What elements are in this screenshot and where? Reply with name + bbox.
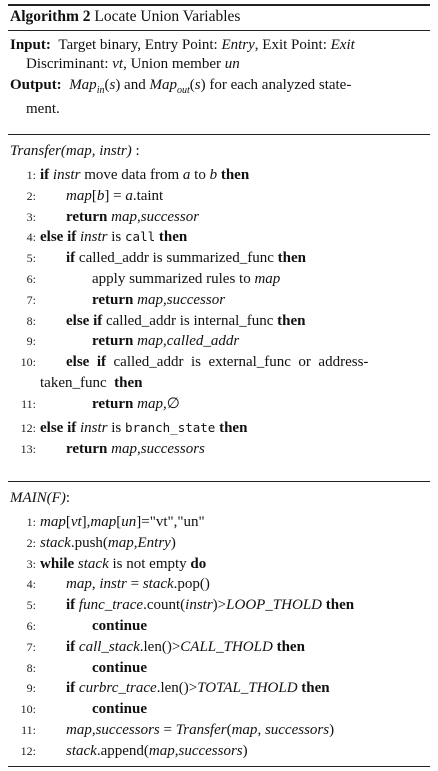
top-rule (8, 4, 430, 6)
code-line: 9: if curbrc_trace.len()>TOTAL_THOLD then (10, 678, 430, 699)
line-number: 11: (21, 723, 36, 737)
code-line: 7: if call_stack.len()>CALL_THOLD then (10, 637, 430, 658)
transfer-signature: Transfer(map, instr) : (10, 143, 140, 159)
line-number: 13: (20, 441, 36, 456)
bottom-rule (8, 766, 430, 767)
code-line: 3: while stack is not empty do (10, 554, 430, 575)
algorithm-name: Locate Union Variables (94, 8, 241, 25)
code-line: 8: continue (10, 658, 430, 679)
code-line: 7: return map,successor (10, 290, 430, 311)
line-number: 2: (26, 188, 36, 203)
code-line: 8: else if called_addr is internal_func then (10, 311, 430, 332)
algorithm-label: Algorithm 2 (10, 8, 91, 25)
line-number: 12: (20, 743, 36, 758)
line-number: 9: (26, 681, 36, 696)
line-number: 5: (26, 598, 36, 613)
line-number: 10: (20, 702, 36, 717)
line-number: 6: (26, 619, 36, 633)
code-line: 6: continue (10, 616, 430, 637)
line-number: 1: (26, 168, 36, 182)
input-label: Input: (10, 37, 51, 53)
line-number: 8: (26, 660, 36, 675)
algorithm-title (10, 7, 430, 27)
code-line: 4: map, instr = stack.pop() (10, 574, 430, 595)
line-number: 12: (20, 421, 36, 435)
output-line-1: Map$_{in}$(s) and Map$_{out}$(s) for each analyzed state- (69, 77, 352, 96)
line-number: 7: (26, 639, 36, 654)
output-block (10, 76, 430, 119)
transfer-rule (8, 134, 430, 135)
code-line: 10: continue (10, 699, 430, 720)
main-body (10, 512, 430, 764)
line-number: 6: (26, 272, 36, 286)
input-line-2: Discriminant: vt, Union member un (26, 56, 240, 72)
line-number: 3: (26, 556, 36, 571)
line-number: 7: (26, 292, 36, 307)
line-number: 10: (20, 355, 36, 370)
line-number: 2: (26, 535, 36, 550)
input-line-1: Target binary, Entry Point: Entry, Exit Point: Exit (54, 37, 355, 53)
code-line-continuation: taken_func then (40, 375, 143, 391)
code-line: 2: map[b] = a.taint (10, 186, 430, 207)
code-line: 11: map,successors = Transfer(map, successors) (10, 720, 430, 741)
code-line: 9: return map,called_addr (10, 331, 430, 352)
output-line-2: ment. (26, 101, 60, 117)
code-line: 2: stack.push(map,Entry) (10, 533, 430, 554)
code-line: 5: if func_trace.count(instr)>LOOP_THOLD then (10, 595, 430, 616)
main-rule (8, 481, 430, 482)
output-label: Output: (10, 77, 62, 93)
code-line: 6: apply summarized rules to map (10, 269, 430, 290)
line-number: 9: (26, 334, 36, 349)
code-line: 1: if instr move data from a to b then (10, 165, 430, 186)
transfer-body (10, 165, 430, 465)
line-number: 5: (26, 251, 36, 266)
line-number: 11: (21, 396, 36, 411)
code-line: 10: else if called_addr is external_func or address- (10, 352, 430, 373)
line-number: 1: (26, 515, 36, 529)
input-block (10, 36, 430, 74)
line-number: 3: (26, 209, 36, 224)
code-line: 5: if called_addr is summarized_func then (10, 248, 430, 269)
code-line: 12: stack.append(map,successors) (10, 741, 430, 762)
code-line: 11: return map,∅ (10, 394, 430, 415)
line-number: 4: (26, 230, 36, 245)
code-line: 3: return map,successor (10, 207, 430, 228)
line-number: 4: (26, 577, 36, 592)
code-line: 4: else if instr is call then (10, 227, 430, 248)
title-rule (8, 30, 430, 31)
code-line: 13: return map,successors (10, 439, 430, 460)
main-signature: MAIN(F): (10, 490, 71, 506)
code-line: 12: else if instr is branch_state then (10, 418, 430, 439)
line-number: 8: (26, 313, 36, 328)
code-line: 1: map[vt],map[un]="vt","un" (10, 512, 430, 533)
